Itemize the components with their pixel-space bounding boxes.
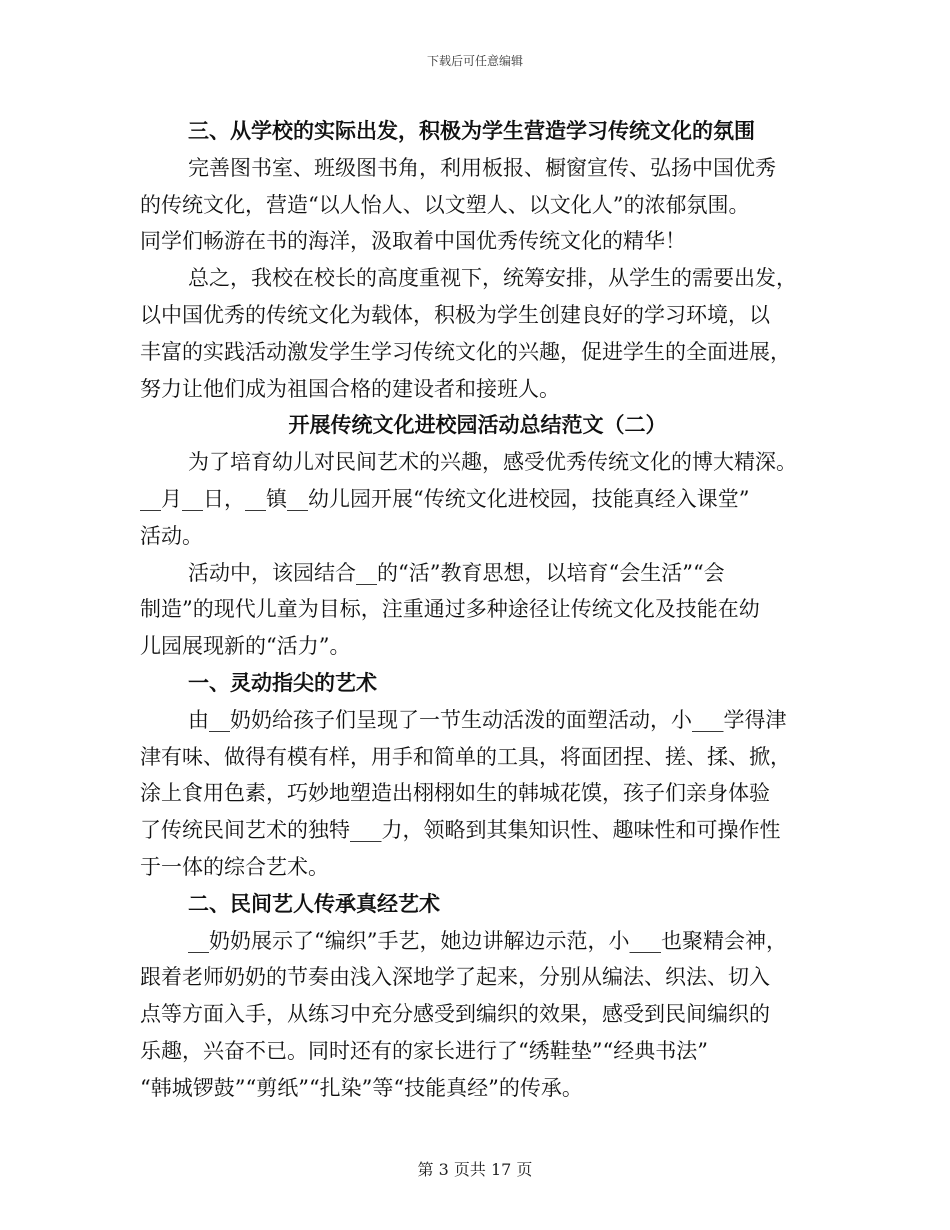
text-line: 于一体的综合艺术。 [140,854,329,879]
text-line: 了传统民间艺术的独特___力，领略到其集知识性、趣味性和可操作性 [140,818,781,843]
text-line: 总之，我校在校长的高度重视下，统筹安排，从学生的需要出发， [188,266,797,291]
section-title: 开展传统文化进校园活动总结范文（二） [288,412,667,438]
text-line: 为了培育幼儿对民间艺术的兴趣，感受优秀传统文化的博大精深。 [188,450,797,475]
text-line: 以中国优秀的传统文化为载体，积极为学生创建良好的学习环境，以 [140,302,770,327]
text-line: 跟着老师奶奶的节奏由浅入深地学了起来，分别从编法、织法、切入 [140,965,770,990]
text-line: 完善图书室、班级图书角，利用板报、橱窗宣传、弘扬中国优秀 [188,155,776,180]
text-line: 活动。 [140,523,203,548]
page-header-note: 下载后可任意编辑 [426,54,523,68]
text-line: 点等方面入手，从练习中充分感受到编织的效果，感受到民间编织的 [140,1002,770,1027]
page-number: 第 3 页共 17 页 [417,1160,533,1179]
section-heading: 一、灵动指尖的艺术 [188,669,377,695]
text-line: 由__奶奶给孩子们呈现了一节生动活泼的面塑活动，小___学得津 [188,707,787,732]
text-line: __月__日，__镇__幼儿园开展“传统文化进校园，技能真经入课堂” [140,486,750,511]
section-heading: 二、民间艺人传承真经艺术 [188,890,440,916]
text-line: 儿园展现新的“活力”。 [140,634,351,659]
text-line: 丰富的实践活动激发学生学习传统文化的兴趣，促进学生的全面进展， [140,339,791,364]
text-line: 的传统文化，营造“以人怡人、以文塑人、以文化人”的浓郁氛围。 [140,192,750,217]
text-line: 津有味、做得有模有样，用手和简单的工具，将面团捏、搓、揉、掀， [140,744,791,769]
text-line: “韩城锣鼓”“剪纸”“扎染”等“技能真经”的传承。 [140,1075,583,1100]
text-line: 活动中，该园结合__的“活”教育思想，以培育“会生活”“会 [188,560,725,585]
text-line: 乐趣，兴奋不已。同时还有的家长进行了“绣鞋垫”“经典书法” [140,1038,708,1063]
text-line: 制造”的现代儿童为目标，注重通过多种途径让传统文化及技能在幼 [140,597,760,622]
text-line: 努力让他们成为祖国合格的建设者和接班人。 [140,376,560,401]
text-line: 涂上食用色素，巧妙地塑造出栩栩如生的韩城花馍，孩子们亲身体验 [140,781,770,806]
section-heading: 三、从学校的实际出发，积极为学生营造学习传统文化的氛围 [188,118,755,143]
document-body [140,113,815,1107]
text-line: 同学们畅游在书的海洋，汲取着中国优秀传统文化的精华！ [140,229,686,254]
text-line: __奶奶展示了“编织”手艺，她边讲解边示范，小___也聚精会神， [188,928,787,953]
